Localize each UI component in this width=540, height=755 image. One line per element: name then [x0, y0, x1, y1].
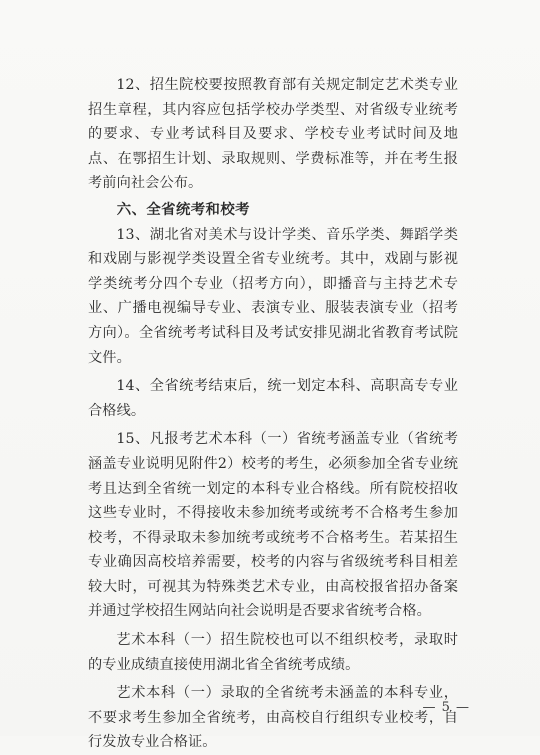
document-body — [88, 73, 458, 755]
paragraph-17: 艺术本科（一）录取的全省统考未涵盖的本科专业，不要求考生参加全省统考，由高校自行组织专业校考，自行发放专业合格证。 — [88, 685, 458, 751]
paragraph-15: 15、凡报考艺术本科（一）省统考涵盖专业（省统考涵盖专业说明见附件2）校考的考生，必须参加全省专业统考且达到全省统一划定的本科专业合格线。所有院校招收这些专业时，不得接收未参加统考或统考不合格考生参加校考，不得录取未参加统考或统考不合格考生。若某招生专业确因高校培养需要，校考的内容与省级统考科目相差较大时，可视其为特殊类艺术专业，由高校报省招办备案并通过学校招生网站向社会说明是否要求省统考合格。 — [88, 431, 458, 620]
paragraph-13: 13、湖北省对美术与设计学类、音乐学类、舞蹈学类和戏剧与影视学类设置全省专业统考。其中，戏剧与影视学类统考分四个专业（招考方向），即播音与主持艺术专业、广播电视编导专业、表演专业、服装表演专业（招考方向）。全省统考考试科目及考试安排见湖北省教育考试院文件。 — [88, 226, 458, 366]
paragraph-12: 12、招生院校要按照教育部有关规定制定艺术类专业招生章程，其内容应包括学校办学类型、对省级专业统考的要求、专业考试科目及要求、学校专业考试时间及地点、在鄂招生计划、录取规则、学费标准等，并在考生报考前向社会公布。 — [88, 77, 458, 192]
page-number: — 5 — — [422, 700, 470, 715]
section-heading-6: 六、全省统考和校考 — [116, 201, 250, 218]
paragraph-16: 艺术本科（一）招生院校也可以不组织校考，录取时的专业成绩直接使用湖北省全省统考成绩。 — [88, 632, 458, 673]
paragraph-14: 14、全省统考结束后，统一划定本科、高职高专专业合格线。 — [88, 378, 458, 419]
